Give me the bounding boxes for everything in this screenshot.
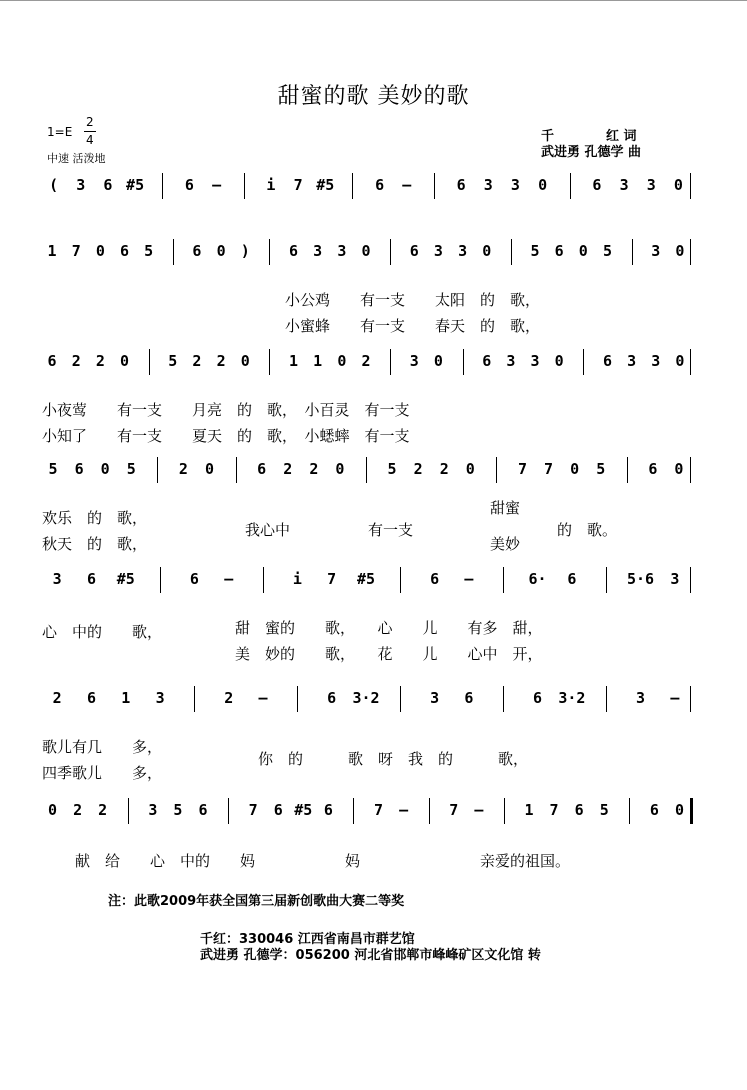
note: 5 [168, 352, 178, 370]
note: #5 [116, 570, 135, 588]
award-note: 注：此歌2009年获全国第三届新创歌曲大赛二等奖 [108, 894, 405, 909]
note: 2 [178, 460, 188, 478]
note: 7 [374, 801, 384, 819]
note: 0 [240, 352, 250, 370]
note: 0 [433, 352, 443, 370]
end-bar-line [690, 686, 691, 712]
note: – [224, 570, 234, 588]
note: 5 [596, 460, 606, 478]
bar-line [400, 567, 401, 593]
lyric-line: 小夜莺 有一支 月亮 的 歌， 小百灵 有一支 [42, 401, 410, 419]
bar-line [629, 798, 630, 824]
note: 1 [47, 242, 57, 260]
end-bar-line [690, 457, 691, 483]
note: 2 [309, 460, 319, 478]
note: 2 [73, 801, 83, 819]
note: 5 [599, 801, 609, 819]
note: 0 [100, 460, 110, 478]
note: 3 [458, 242, 468, 260]
note: 3 [530, 352, 540, 370]
note: 6 [375, 176, 385, 194]
address-lyricist: 千红：330046 江西省南昌市群艺馆 [200, 932, 415, 947]
note: 0 [482, 242, 492, 260]
lyric-line: 小蜜蜂 有一支 春天 的 歌， [285, 317, 541, 335]
note: 0 [675, 352, 685, 370]
note: 0 [48, 801, 58, 819]
note: 2 [216, 352, 226, 370]
note: 6 [289, 242, 299, 260]
note: 6 [119, 242, 130, 260]
note: – [474, 801, 484, 819]
bar-line [511, 239, 512, 265]
lyricist-credit: 千 红 词 [541, 129, 637, 144]
note: 3 [409, 352, 419, 370]
note: 3·2 [352, 689, 380, 707]
bar-line [160, 567, 161, 593]
key-signature: 1=E [47, 125, 73, 139]
lyric-line: 欢乐 的 歌， [42, 509, 148, 527]
note: 3 [337, 242, 347, 260]
note: 6 [86, 689, 96, 707]
note: 3 [483, 176, 493, 194]
note: 0 [673, 176, 683, 194]
note: #5 [126, 176, 145, 194]
note: 2 [192, 352, 202, 370]
bar-line [570, 173, 571, 199]
note: 0 [95, 242, 105, 260]
note: i [266, 176, 276, 194]
note: 0 [337, 352, 347, 370]
lyric-fragment: 美妙 [490, 535, 521, 553]
bar-line [390, 239, 391, 265]
bar-line [162, 173, 163, 199]
lyric-fragment: 有一支 [368, 521, 414, 539]
note: 1 [524, 801, 534, 819]
bar-line [503, 567, 504, 593]
note: 0 [465, 460, 475, 478]
note: 6 [184, 176, 194, 194]
time-signature-bottom: 4 [86, 133, 94, 147]
lyric-line: 献 给 心 中的 妈 妈 亲爱的祖国。 [75, 852, 571, 870]
note: 1 [121, 689, 131, 707]
bar-line [194, 686, 195, 712]
note: 6 [482, 352, 492, 370]
bar-line [390, 349, 391, 375]
time-signature-top: 2 [86, 115, 94, 129]
bar-line [297, 686, 298, 712]
bar-line [269, 239, 270, 265]
note: 0 [204, 460, 215, 478]
note: ) [240, 242, 250, 260]
note: 7 [327, 570, 337, 588]
note: #5 [356, 570, 376, 588]
note: 0 [216, 242, 226, 260]
note: 2 [224, 689, 234, 707]
tempo-marking: 中速 活泼地 [47, 152, 106, 165]
bar-line [352, 173, 353, 199]
note: 3 [433, 242, 443, 260]
note: 6 [649, 801, 659, 819]
bar-line [583, 349, 584, 375]
note: 6 [189, 570, 199, 588]
note: 6 [323, 801, 333, 819]
note: 5·6 [626, 570, 655, 588]
note: 3 [619, 176, 629, 194]
note: 6 [327, 689, 337, 707]
note: 3 [155, 689, 165, 707]
end-bar-line [690, 173, 691, 199]
note: 5 [530, 242, 540, 260]
bar-line [606, 686, 607, 712]
note: 6 [74, 460, 84, 478]
note: 2 [52, 689, 62, 707]
note: 6 [648, 460, 658, 478]
bar-line [269, 349, 270, 375]
lyric-line: 小知了 有一支 夏天 的 歌， 小蟋蟀 有一支 [42, 427, 410, 445]
address-composers: 武进勇 孔德学：056200 河北省邯郸市峰峰矿区文化馆 转 [200, 948, 541, 963]
note: 3 [646, 176, 656, 194]
note: – [464, 570, 474, 588]
note: 3 [76, 176, 86, 194]
bar-line [228, 798, 229, 824]
note: – [399, 801, 409, 819]
note: 5 [48, 460, 58, 478]
note: 2 [71, 352, 81, 370]
note: 6 [409, 242, 419, 260]
note: 6 [592, 176, 602, 194]
note: 7 [248, 801, 258, 819]
note: 6 [567, 570, 577, 588]
note: 5 [126, 460, 136, 478]
bar-line [149, 349, 150, 375]
lyric-line: 四季歌儿 多， [42, 764, 163, 782]
note: 2 [98, 801, 108, 819]
note: 7 [544, 460, 554, 478]
bar-line [400, 686, 401, 712]
bar-line [128, 798, 129, 824]
note: 0 [675, 242, 685, 260]
note: 0 [674, 801, 684, 819]
note: 6 [533, 689, 543, 707]
note: 6 [47, 352, 57, 370]
note: 3 [148, 801, 158, 819]
note: 7 [293, 176, 303, 194]
note: 1 [289, 352, 299, 370]
note: 3 [430, 689, 440, 707]
note: 3 [651, 352, 661, 370]
bar-line [263, 567, 264, 593]
bar-line [173, 239, 174, 265]
lyric-line: 秋天 的 歌， [42, 535, 148, 553]
note: 7 [517, 460, 527, 478]
note: 3 [636, 689, 646, 707]
note: 0 [674, 460, 684, 478]
note: 0 [335, 460, 345, 478]
lyric-fragment: 甜蜜 [490, 499, 521, 517]
lyric-line: 美 妙的 歌， 花 儿 心中 开， [235, 645, 543, 663]
note: 2 [95, 352, 105, 370]
note: 2 [283, 460, 293, 478]
time-signature-line [84, 131, 96, 132]
note: 5 [173, 801, 183, 819]
bar-line [503, 686, 504, 712]
note: 6 [198, 801, 208, 819]
note: i [292, 570, 302, 588]
note: – [402, 176, 412, 194]
note: 3·2 [558, 689, 586, 707]
lyric-middle: 你 的 歌 呀 我 的 歌， [258, 750, 529, 768]
note: 3 [651, 242, 661, 260]
note: 0 [361, 242, 371, 260]
note: – [212, 176, 222, 194]
bar-line [606, 567, 607, 593]
note: 6· [528, 570, 547, 588]
note: 6 [192, 242, 202, 260]
note: 6 [456, 176, 466, 194]
note: ( [49, 176, 59, 194]
end-bar-line [690, 567, 691, 593]
bar-line [463, 349, 464, 375]
note: – [670, 689, 680, 707]
note: 3 [510, 176, 520, 194]
bar-line [496, 457, 497, 483]
lyric-line: 歌儿有几 多， [42, 738, 163, 756]
bar-line [353, 798, 354, 824]
note: 5 [144, 242, 154, 260]
note: 6 [554, 242, 564, 260]
note: 6 [86, 570, 96, 588]
note: 0 [538, 176, 548, 194]
note: 6 [430, 570, 440, 588]
bar-line [627, 457, 628, 483]
note: – [258, 689, 268, 707]
note: 3 [506, 352, 516, 370]
note: #5 [316, 176, 335, 194]
final-bar-line [690, 798, 693, 824]
end-bar-line [690, 239, 691, 265]
note: 1 [313, 352, 323, 370]
note: 3 [670, 570, 680, 588]
note: 5 [602, 242, 612, 260]
note: 0 [570, 460, 580, 478]
note: 0 [119, 352, 130, 370]
note: 3 [52, 570, 62, 588]
note: 6 [574, 801, 584, 819]
lyric-line: 甜 蜜的 歌， 心 儿 有多 甜， [235, 619, 543, 637]
song-title: 甜蜜的歌 美妙的歌 [277, 84, 470, 109]
note: 6 [602, 352, 612, 370]
end-bar-line [690, 349, 691, 375]
lyric-fragment: 的 歌。 [557, 521, 618, 539]
bar-line [504, 798, 505, 824]
composer-credit: 武进勇 孔德学 曲 [541, 145, 642, 160]
note: 6 [464, 689, 474, 707]
note: 0 [578, 242, 588, 260]
bar-line [434, 173, 435, 199]
bar-line [236, 457, 237, 483]
note: 6 [273, 801, 283, 819]
note: #5 [294, 801, 313, 819]
note: 7 [549, 801, 559, 819]
note: 7 [71, 242, 81, 260]
bar-line [244, 173, 245, 199]
lyric-line: 小公鸡 有一支 太阳 的 歌， [285, 291, 541, 309]
note: 6 [103, 176, 113, 194]
bar-line [157, 457, 158, 483]
bar-line [429, 798, 430, 824]
note: 2 [439, 460, 449, 478]
note: 2 [361, 352, 371, 370]
note: 2 [413, 460, 423, 478]
note: 0 [554, 352, 564, 370]
note: 3 [313, 242, 323, 260]
lyric-fragment: 我心中 [245, 521, 291, 539]
bar-line [366, 457, 367, 483]
note: 6 [257, 460, 267, 478]
note: 3 [627, 352, 637, 370]
note: 7 [449, 801, 459, 819]
lyric-side: 心 中的 歌， [42, 623, 163, 641]
bar-line [632, 239, 633, 265]
note: 5 [387, 460, 397, 478]
